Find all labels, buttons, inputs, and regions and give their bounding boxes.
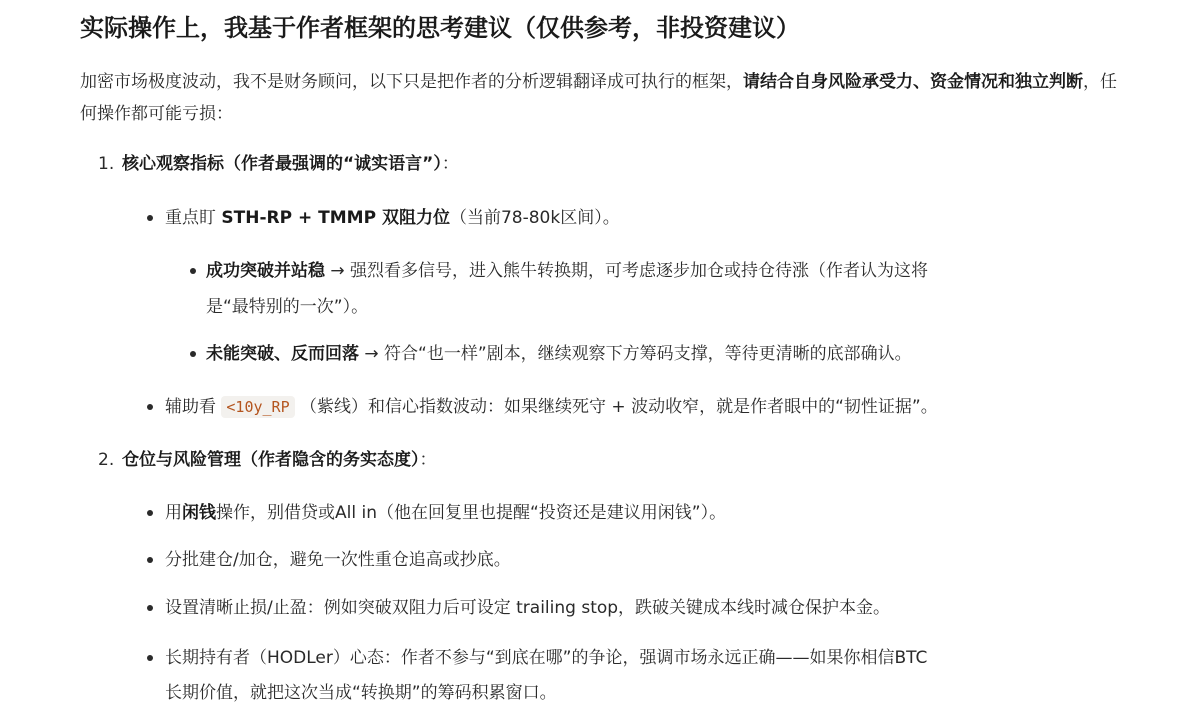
bullet-dot — [190, 268, 196, 274]
section-heading: 实际操作上，我基于作者框架的思考建议（仅供参考，非投资建议） — [80, 14, 800, 42]
section1-number: 1. — [98, 154, 115, 174]
s1-bullet-resistance — [165, 204, 620, 232]
s1-b1b-bold: 未能突破、反而回落 — [206, 344, 359, 364]
bullet-dot — [147, 215, 153, 221]
s1-b1-post: （当前78-80k区间）。 — [449, 208, 620, 228]
s1-b1a-text2: 是“最特别的一次”）。 — [206, 297, 369, 317]
s1-b2-post: （紫线）和信心指数波动：如果继续死守 + 波动收窄，就是作者眼中的“韧性证据”。 — [294, 397, 938, 417]
s1-b1b-text: → 符合“也一样”剧本，继续观察下方筹码支撑，等待更清晰的底部确认。 — [359, 344, 912, 364]
s2-bullet-batches — [165, 546, 511, 574]
bullet-dot — [147, 605, 153, 611]
s1-bullet-auxiliary — [165, 393, 938, 421]
bullet-dot — [147, 655, 153, 661]
intro-bold: 请结合自身风险承受力、资金情况和独立判断 — [743, 72, 1083, 92]
s2-b3-text: 设置清晰止损/止盈：例如突破双阻力后可设定 trailing stop，跌破关键成本线时减仓保护本金。 — [165, 598, 891, 618]
s1-b2-pre: 辅助看 — [165, 397, 222, 417]
intro-paragraph — [80, 66, 1120, 130]
s2-b1-post: 操作，别借贷或All in（他在回复里也提醒“投资还是建议用闲钱”）。 — [216, 503, 727, 523]
s1-sub-breakout-line2 — [206, 293, 368, 321]
s1-b1-pre: 重点盯 — [165, 208, 222, 228]
section2-number: 2. — [98, 450, 115, 470]
section1-title-bold: 核心观察指标（作者最强调的“诚实语言”） — [122, 154, 442, 174]
s1-sub-fallback — [206, 340, 912, 368]
s1-b1-bold: STH-RP + TMMP 双阻力位 — [221, 208, 450, 228]
s1-b1a-text1: → 强烈看多信号，进入熊牛转换期，可考虑逐步加仓或持仓待涨（作者认为这将 — [325, 261, 929, 281]
intro-text: 加密市场极度波动，我不是财务顾问，以下只是把作者的分析逻辑翻译成可执行的框架， — [80, 72, 743, 92]
bullet-dot — [190, 351, 196, 357]
bullet-dot — [147, 404, 153, 410]
section2-title-bold: 仓位与风险管理（作者隐含的务实态度） — [122, 450, 420, 470]
s1-b1a-bold: 成功突破并站稳 — [206, 261, 325, 281]
s2-b1-pre: 用 — [165, 503, 182, 523]
s1-sub-breakout-line1 — [206, 257, 928, 285]
bullet-dot — [147, 557, 153, 563]
section2-title — [98, 446, 437, 474]
s2-b4-line1: 长期持有者（HODLer）心态：作者不参与“到底在哪”的争论，强调市场永远正确——如果你相信BTC — [165, 648, 928, 668]
s2-bullet-spare-money — [165, 499, 726, 527]
s2-b1-bold: 闲钱 — [182, 503, 216, 523]
section2-title-tail: ： — [419, 450, 437, 470]
s2-b2-text: 分批建仓/加仓，避免一次性重仓追高或抄底。 — [165, 550, 511, 570]
s2-bullet-stoploss — [165, 594, 890, 622]
section1-title — [98, 150, 459, 178]
bullet-dot — [147, 510, 153, 516]
s2-b4-line2: 长期价值，就把这次当成“转换期”的筹码积累窗口。 — [165, 683, 557, 703]
s2-bullet-hodler-line2 — [165, 679, 557, 707]
inline-code: <10y_RP — [221, 396, 294, 418]
section1-title-tail: ： — [441, 154, 459, 174]
s2-bullet-hodler-line1 — [165, 644, 927, 672]
intro-tail: ，任何操作都可能亏损： — [80, 72, 1117, 124]
